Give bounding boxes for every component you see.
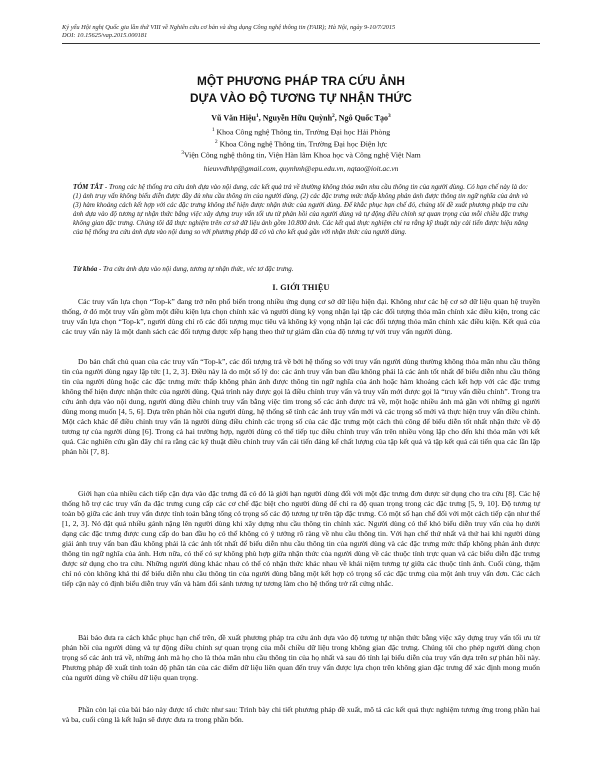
author-1-sup: 1 [256,113,259,119]
affiliation-2: $^2$ Khoa Công nghệ Thông tin, Trường Đại học Điện lực [214,139,388,149]
body-paragraph-5: Phần còn lại của bài báo này được tổ chức như sau: Trình bày chi tiết phương pháp đề xuất, mô tả các kết quả thực nghiệm tương ứng trong phần hai và ba, cuối cùng là kết luận sẽ được đưa ra trong phần bốn. [62,705,540,725]
paper-title-line-2: DỰA VÀO ĐỘ TƯƠNG TỰ NHẬN THỨC [189,91,413,105]
affiliation-1: $^1$ Khoa Công nghệ Thông tin, Trường Đại học Hải Phòng [211,127,391,137]
header-rule [62,43,540,44]
running-header [62,24,542,40]
body-paragraph-2: Do bản chất chủ quan của các truy vấn “Top-k”, các đối tượng trả về bởi hệ thống so với truy vấn người dùng thường không thỏa mãn nhu cầu thông tin của người dùng ngay lập tức [1, 2, 3]. Điều này là do một số lý do: các ảnh truy vấn ban đầu không phải là các ảnh tốt nhất để biểu diễn nhu cầu thông tin của người dùng hoặc các đặc trưng mức thấp không phản ánh được thông tin ngữ nghĩa của ảnh hoặc hàm khoảng cách kết hợp với các đặc trưng không thể hiện được nhận thức của người dùng. Quá trình này được gọi là điều chỉnh truy vấn và truy vấn mới được gọi là “truy vấn điều chỉnh”. Trong tra cứu ảnh dựa vào nội dung, người dùng điều chỉnh truy vấn bằng việc tìm trong số các ảnh được trả về, một hoặc nhiều ảnh mà gần với những gì người dùng mong muốn [4, 5, 6]. Dựa trên phản hồi của người dùng, hệ thống sẽ tính các ảnh truy vấn mới và các trọng số mới và thực hiện truy vấn điều chỉnh. Một cách khác để điều chỉnh truy vấn là người dùng điều chỉnh các trọng số của các đặc trưng một cách thủ công để biểu diễn tốt nhất nhận thức về độ tương tự của người dùng [6]. Trong cả hai trường hợp, người dùng có thể tiếp tục điều chỉnh truy vấn trên nhiều vòng lặp cho đến khi thỏa mãn với kết quả. Các nghiên cứu gần đây chỉ ra rằng các kỹ thuật điều chỉnh truy vấn cải tiến đáng kể chất lượng của tập kết quả và tập kết quả cải tiến qua các lần lặp phản hồi [7, 8]. [62,357,540,457]
paper-title-line-1: MỘT PHƯƠNG PHÁP TRA CỨU ẢNH [197,74,405,88]
body-paragraph-1: Các truy vấn lựa chọn “Top-k” đang trở nên phổ biến trong nhiều ứng dụng cơ sở dữ liệu hiện đại. Không như các hệ cơ sở dữ liệu quan hệ truyền thống, ở đó một truy vấn gồm một điều kiện lựa chọn chính xác và người dùng kỳ vọng nhận lại tập các đối tượng thỏa mãn chính xác điều kiện, trong các truy vấn lựa chọn “Top-k”, người dùng chỉ rõ các đối tượng mục tiêu và không kỳ vọng nhận lại các đối tượng thỏa mãn chính xác điều kiện. Kết quả của các truy vấn này là một danh sách các đối tượng được xếp hạng theo thứ tự giảm dần của độ tương tự với truy vấn người dùng. [62,297,540,337]
keywords [73,265,528,274]
author-2: Nguyễn Hữu Quỳnh [262,113,333,123]
abstract-text: - Trong các hệ thống tra cứu ảnh dựa vào nội dung, các kết quả trả về thường không thỏa mãn nhu cầu thông tin của người dùng. Có hạn chế này là do: (1) ảnh truy vấn không biểu diễn được đầy đủ nhu cầu thông tin của người dùng, (2) các đặc trưng mức thấp không phản ánh được thông tin ngữ nghĩa của ảnh và (3) hàm khoảng cách kết hợp với các đặc trưng không thể hiện được nhận thức của người dùng. Để khắc phục hạn chế đó, chúng tôi đề xuất phương pháp tra cứu ảnh dựa vào độ tương tự nhận thức bằng việc xây dựng truy vấn tối ưu từ phản hồi của người dùng và tự động điều chỉnh sự quan trọng của mỗi chiều đặc trưng không gian đặc trưng. Chúng tôi đã thực nghiệm trên cơ sở dữ liệu ảnh gồm 10.800 ảnh. Các kết quả thực nghiệm chỉ ra rằng kỹ thuật này cải tiến được hiệu năng của hệ thống tra cứu ảnh dựa vào nội dung so với phương pháp đã có và cho kết quả gần với nhận thức của người dùng. [73,184,528,237]
author-1: Vũ Văn Hiệu [211,113,257,123]
author-3: Ngô Quốc Tạo [338,113,388,123]
affiliation-3: $^3$Viện Công nghệ thông tin, Viện Hàn lâm Khoa học và Công nghệ Việt Nam [181,150,421,160]
body-paragraph-3: Giới hạn của nhiều cách tiếp cận dựa vào đặc trưng đã có đó là giới hạn người dùng đối với một đặc trưng đơn được sử dụng cho tra cứu [8]. Các hệ thống hỗ trợ các truy vấn đa đặc trưng cung cấp các cơ chế đặc biệt cho người dùng để chỉ ra độ quan trọng trong các đặc trưng [5, 9, 10]. Độ tương tự toàn bộ giữa các ảnh truy vấn được tính toán bằng tổng có trọng số các độ tương tự trên tập đặc trưng. Có một số hạn chế đối với một cách tiếp cận như thế [1, 2, 3]. Nó đặt quá nhiều gánh nặng lên người dùng khi xây dựng nhu cầu thông tin chính xác. Người dùng có thể khó biểu diễn truy vấn của họ dưới dạng các đặc trưng được cung cấp do ban đầu họ có thể không có ý tưởng rõ ràng về nhu cầu thông tin. Với hạn chế thứ nhất và thứ hai khi người dùng giải ảnh truy vấn ban đầu không phải là các ảnh tốt nhất để biểu diễn nhu cầu thông tin của người dùng và các đặc trưng mức thấp không phản ánh được thông tin ngữ nghĩa của ảnh. Hơn nữa, có thể có sự không phù hợp giữa nhận thức của người dùng về các thuộc tính trực quan và các biểu diễn đặc trưng được sử dụng cho tra cứu. Những người dùng khác nhau có thể có nhận thức khác nhau về khái niệm tương tự giữa các thuộc tính ảnh. Cuối cùng, thậm chí nó còn không khả thi để biểu diễn nhu cầu thông tin của người dùng bằng một kết hợp có trọng số các đặc trưng của một ảnh truy vấn đơn. Các cách tiếp cận này có định biểu diễn truy vấn và hàm đối sánh tương tự tương làm cho hệ thống trở rất cứng nhắc. [62,489,540,589]
body-paragraph-4: Bài báo đưa ra cách khắc phục hạn chế trên, đề xuất phương pháp tra cứu ảnh dựa vào độ tương tự nhận thức bằng việc xây dựng truy vấn tối ưu từ phản hồi của người dùng và tự động điều chỉnh sự quan trọng của mỗi chiều dữ liệu trong không gian đặc trưng. Chúng tôi cho phép người dùng chọn trọng số các ảnh trả về, những ảnh mà họ cho là thỏa mãn nhu cầu thông tin của họ nhất và sau đó tính lại biểu diễn của truy vấn dựa trên sự phản hồi này. Phương pháp đề xuất tính toán độ phân tán của các điểm dữ liệu liên quan đến truy vấn được lựa chọn trên không gian đặc trưng để xác định mong muốn của người dùng về chiều dữ liệu quan trọng. [62,633,540,683]
abstract-label: TÓM TẮT [73,184,104,191]
running-header-doi: DOI: 10.15625/vap.2015.000181 [62,32,148,40]
section-heading-introduction: I. GIỚI THIỆU [272,283,330,292]
author-3-sup: 3 [388,113,391,119]
abstract [73,183,528,238]
author-list: Vũ Văn Hiệu$^1$, Nguyễn Hữu Quỳnh$^2$, Ngô Quốc Tạo$^3$ [211,113,391,123]
keywords-label: Từ khóa [73,266,98,273]
running-header-line-1: Kỷ yếu Hội nghị Quốc gia lần thứ VIII về Nghiên cứu cơ bản và ứng dụng Công nghệ thông tin (FAIR); Hà Nội, ngày 9-10/7/2015 [62,24,396,31]
author-2-sup: 2 [332,113,335,119]
author-emails: hieuvvdhhp@gmail.com, quynhnh@epu.edu.vn, nqtao@ioit.ac.vn [203,164,399,173]
keywords-text: - Tra cứu ảnh dựa vào nội dung, tương tự nhận thức, véc tơ đặc trưng. [97,266,294,273]
